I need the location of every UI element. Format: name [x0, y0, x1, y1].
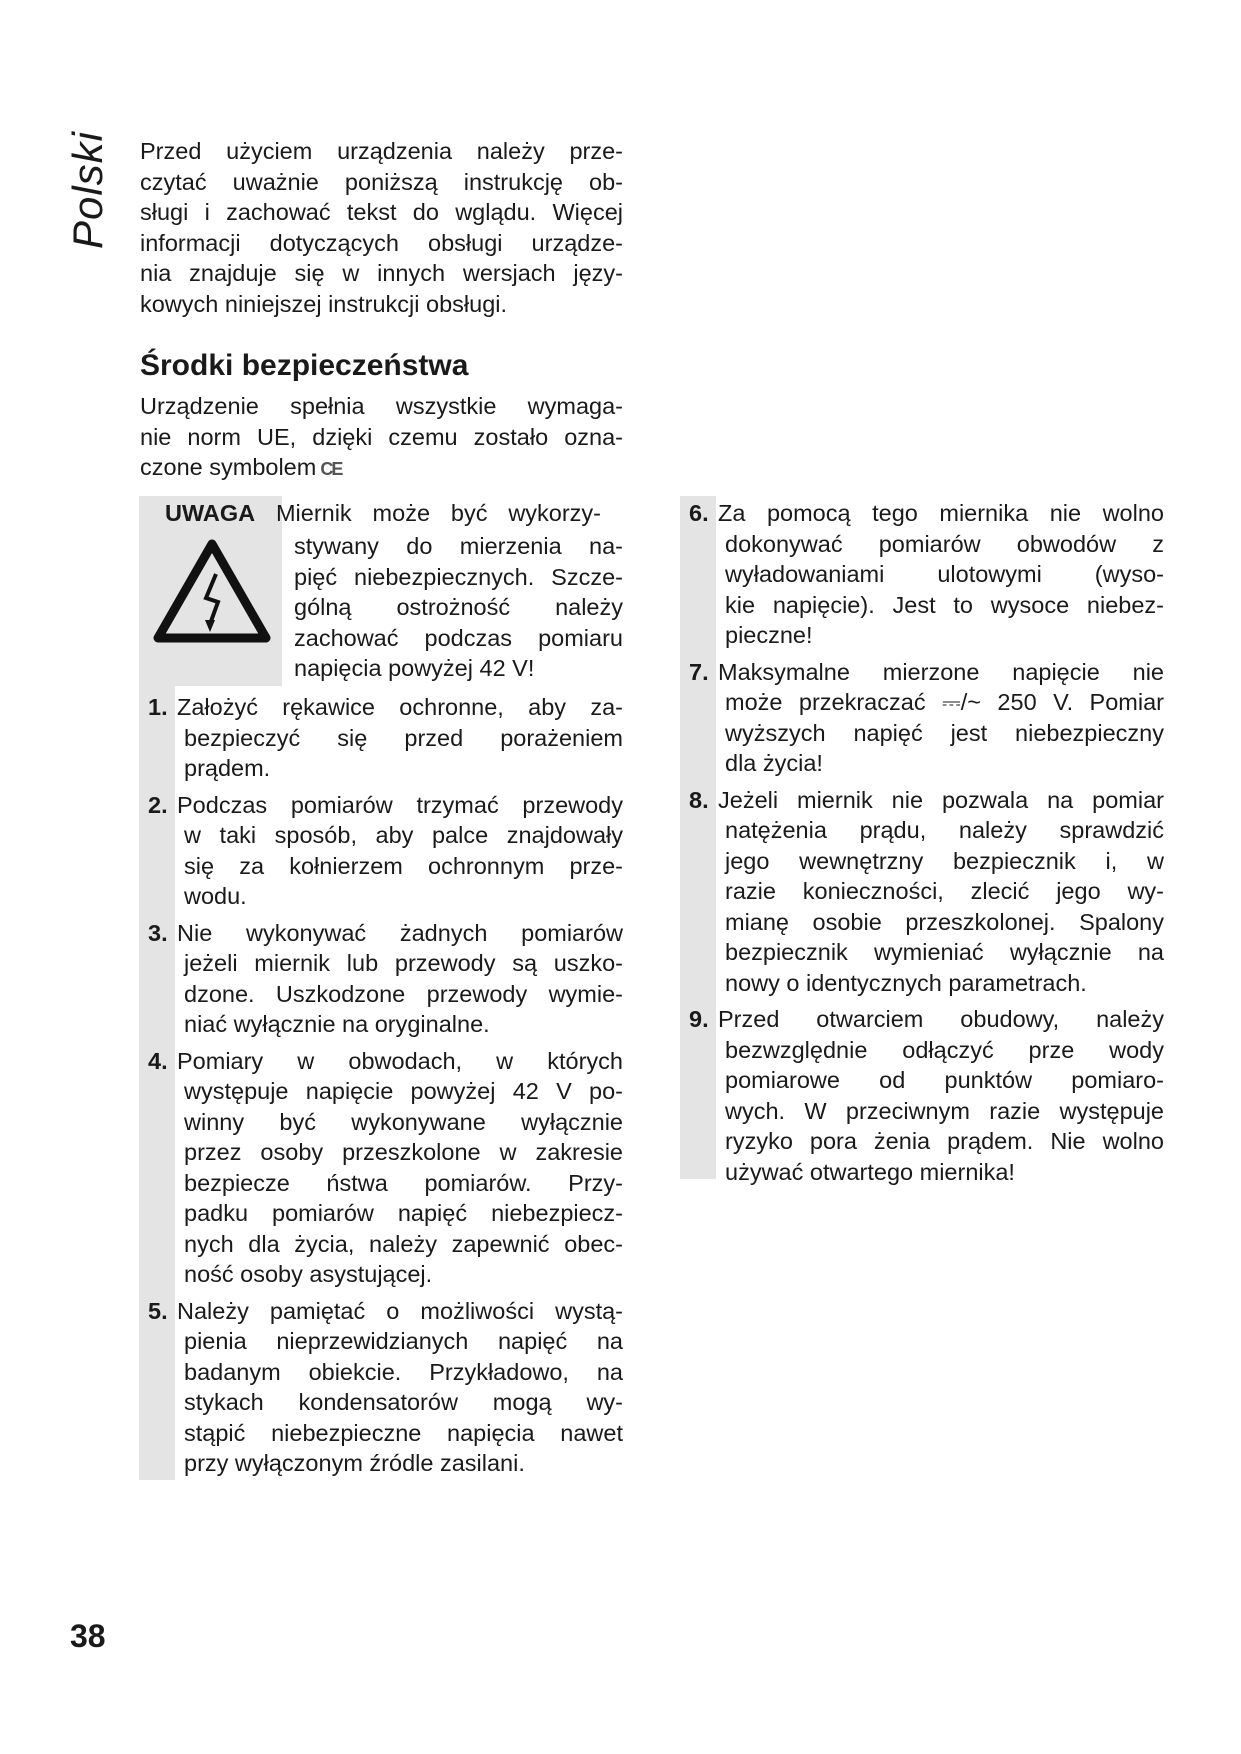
text-line: wyższych napięć jest niebezpieczny: [725, 719, 1164, 746]
safety-list-right: [689, 498, 1164, 1193]
safety-list-left: [148, 692, 623, 1485]
text-line: winny być wykonywane wyłącznie: [184, 1108, 623, 1135]
safety-list-item: [148, 692, 623, 784]
safety-list-item: [148, 790, 623, 912]
text-line: Przed użyciem urządzenia należy prze-: [140, 138, 623, 164]
text-line: sługi i zachować tekst do wglądu. Więcej: [140, 199, 623, 225]
text-line: ność osoby asystującej.: [184, 1261, 433, 1287]
text-line: Za pomocą tego miernika nie wolno: [718, 500, 1164, 526]
text-line: dla życia!: [725, 750, 823, 776]
text-line: pienia nieprzewidzianych napięć na: [184, 1328, 623, 1354]
text-line: razie konieczności, zlecić jego wy-: [725, 878, 1164, 904]
list-item-number: 3.: [148, 919, 168, 946]
text-line-content: czone symbolem: [140, 454, 317, 480]
ce-paragraph: [140, 391, 623, 483]
text-line: Nie wykonywać żadnych pomiarów: [177, 919, 623, 946]
text-line: bezpiecze ństwa pomiarów. Przy-: [184, 1169, 623, 1196]
language-label: Polski: [64, 130, 111, 250]
text-line: nowy o identycznych parametrach.: [725, 969, 1087, 996]
text-line: wyładowaniami ulotowymi (wyso-: [725, 561, 1164, 587]
safety-list-item: [689, 785, 1164, 999]
text-line: informacji dotyczących obsługi urządze-: [140, 229, 623, 256]
text-line: dokonywać pomiarów obwodów z: [725, 530, 1164, 557]
warning-first-line: [165, 498, 601, 529]
text-line: kowych niniejszej instrukcji obsługi.: [140, 290, 508, 317]
list-item-number: 8.: [689, 786, 709, 813]
ce-paragraph-lines: [140, 391, 623, 452]
text-line: stąpić niebezpieczne napięcia nawet: [184, 1419, 623, 1446]
text-line: niać wyłącznie na oryginalne.: [184, 1011, 490, 1037]
list-item-number: 6.: [689, 500, 709, 526]
text-line: padku pomiarów napięć niebezpiecz-: [184, 1200, 623, 1226]
list-item-number: 4.: [148, 1047, 168, 1074]
text-line: pomiarowe od punktów pomiaro-: [725, 1067, 1164, 1093]
text-line: badanym obiekcie. Przykładowo, na: [184, 1358, 623, 1385]
text-line: stywany do mierzenia na-: [294, 533, 623, 559]
intro-paragraph: [140, 136, 623, 319]
safety-list-item: [148, 1046, 623, 1290]
text-line: jeżeli miernik lub przewody są uszko-: [184, 950, 623, 976]
safety-list-item: [689, 1004, 1164, 1187]
text-line: Jeżeli miernik nie pozwala na pomiar: [718, 786, 1164, 813]
list-item-number: 1.: [148, 694, 168, 720]
text-line: czytać uważnie poniższą instrukcję ob-: [140, 168, 623, 195]
text-line: Podczas pomiarów trzymać przewody: [177, 791, 623, 818]
text-line: prądem.: [184, 755, 271, 781]
text-line: Należy pamiętać o możliwości wystą-: [177, 1297, 623, 1324]
text-line: Maksymalne mierzone napięcie nie: [718, 658, 1164, 685]
text-line: ryzyko pora żenia prądem. Nie wolno: [725, 1128, 1164, 1154]
section-heading: Środki bezpieczeństwa: [140, 349, 469, 382]
ce-mark-icon: CE: [320, 459, 342, 479]
text-line: Urządzenie spełnia wszystkie wymaga-: [140, 393, 623, 419]
text-line: może przekraczać ⎓/~ 250 V. Pomiar: [725, 689, 1164, 715]
safety-list-item: [689, 498, 1164, 651]
warning-text: Miernik może być wykorzy-: [275, 500, 602, 526]
text-line: Założyć rękawice ochronne, aby za-: [177, 694, 623, 720]
text-line: Przed otwarciem obudowy, należy: [718, 1006, 1164, 1032]
text-line: wych. W przeciwnym razie występuje: [725, 1097, 1164, 1124]
text-line: gólną ostrożność należy: [294, 594, 623, 620]
warning-label: UWAGA: [165, 500, 256, 526]
text-line: przy wyłączonym źródle zasilani.: [184, 1450, 525, 1476]
safety-list-item: [148, 1296, 623, 1479]
text-line: używać otwartego miernika!: [725, 1158, 1015, 1185]
text-line: mianę osobie przeszkolonej. Spalony: [725, 908, 1164, 935]
text-line: bezpiecznik wymieniać wyłącznie na: [725, 939, 1164, 965]
text-line: nie norm UE, dzięki czemu zostało ozna-: [140, 423, 623, 450]
safety-list-item: [689, 657, 1164, 779]
high-voltage-warning-icon: [150, 536, 274, 646]
warning-text-block: [294, 531, 623, 684]
text-line: natężenia prądu, należy sprawdzić: [725, 817, 1164, 843]
text-line: dzone. Uszkodzone przewody wymie-: [184, 980, 623, 1007]
text-line: nia znajduje się w innych wersjach języ-: [140, 260, 623, 286]
text-line: jego wewnętrzny bezpiecznik i, w: [725, 847, 1164, 874]
text-line: występuje napięcie powyżej 42 V po-: [184, 1078, 623, 1104]
text-line: kie napięcie). Jest to wysoce niebez-: [725, 591, 1164, 618]
text-line: Pomiary w obwodach, w których: [177, 1047, 623, 1074]
text-line: pięć niebezpiecznych. Szcze-: [294, 563, 623, 590]
text-line: stykach kondensatorów mogą wy-: [184, 1389, 623, 1415]
list-item-number: 2.: [148, 791, 168, 818]
text-line: [140, 452, 623, 483]
list-item-number: 9.: [689, 1006, 709, 1032]
text-line: w taki sposób, aby palce znajdowały: [184, 822, 623, 848]
text-line: wodu.: [184, 883, 247, 909]
text-line: zachować podczas pomiaru: [294, 624, 623, 651]
text-line: przez osoby przeszkolone w zakresie: [184, 1139, 623, 1165]
text-line: się za kołnierzem ochronnym prze-: [184, 852, 623, 879]
text-line: napięcia powyżej 42 V!: [294, 655, 535, 681]
safety-list-item: [148, 918, 623, 1040]
list-item-number: 7.: [689, 658, 709, 685]
text-line: bezwzględnie odłączyć prze wody: [725, 1036, 1164, 1063]
text-line: nych dla życia, należy zapewnić obec-: [184, 1230, 623, 1257]
text-line: pieczne!: [725, 622, 813, 648]
text-line: bezpieczyć się przed porażeniem: [184, 724, 623, 751]
page-number: 38: [70, 1618, 106, 1654]
list-item-number: 5.: [148, 1297, 168, 1324]
